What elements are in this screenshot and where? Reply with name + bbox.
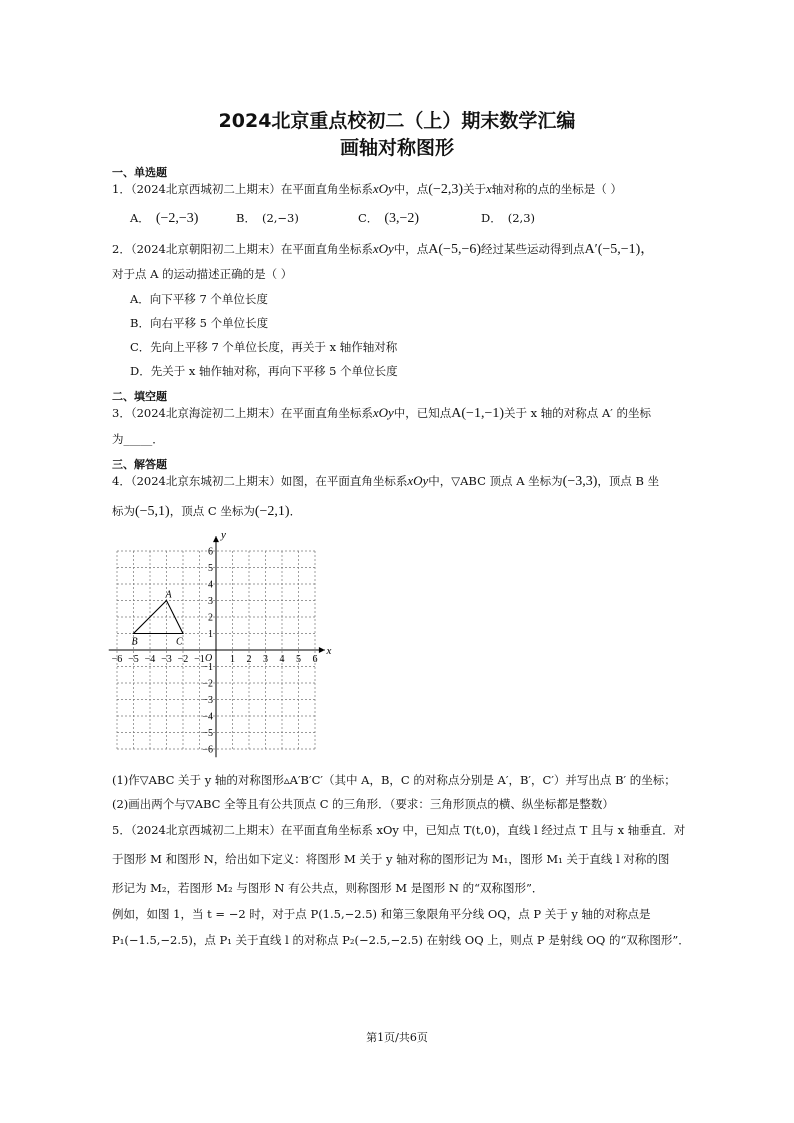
- question-1-axis: x: [486, 181, 492, 196]
- y-tick-label: 1: [208, 629, 213, 640]
- x-tick-label: −6: [111, 654, 123, 665]
- x-axis-arrow-icon: [319, 647, 325, 653]
- coordinate-grid-figure: [108, 526, 340, 766]
- question-2-point-a: A(−5,−6): [428, 242, 482, 257]
- y-tick-label: 5: [208, 563, 213, 574]
- x-tick-label: 6: [312, 654, 318, 665]
- question-1-mid: 中，点: [393, 182, 429, 196]
- origin-label: O: [205, 653, 213, 664]
- question-4-part-2: (2)画出两个与▽ABC 全等且有公共顶点 C 的三角形．（要求：三角形顶点的横、纵坐标都是整数）: [112, 797, 614, 811]
- y-tick-label: 6: [208, 546, 213, 558]
- question-2-point-a-prime: A′(−5,−1)，: [584, 242, 655, 257]
- question-1-suffix2: 轴对称的点的坐标是（ ）: [491, 182, 622, 196]
- q1-option-b: B． (2,−3): [236, 211, 299, 225]
- x-axis-label: x: [326, 645, 332, 657]
- q2-option-d: D．先关于 x 轴作轴对称，再向下平移 5 个单位长度: [130, 364, 398, 378]
- x-tick-label: −4: [144, 654, 156, 665]
- question-5-line1: 5．（2024北京西城初二上期末）在平面直角坐标系 xOy 中，已知点 T(t,0)，直线 l 经过点 T 且与 x 轴垂直．对: [112, 823, 686, 837]
- x-tick-label: −2: [177, 654, 189, 665]
- x-tick-label: 5: [296, 654, 301, 665]
- q2-option-b: B．向右平移 5 个单位长度: [130, 316, 269, 330]
- question-5-line5: P₁(−1.5,−2.5)，点 P₁ 关于直线 l 的对称点 P₂(−2.5,−2.5) 在射线 OQ 上，则点 P 是射线 OQ 的“双称图形”．: [112, 933, 690, 947]
- y-axis-arrow-icon: [213, 536, 219, 542]
- y-tick-label: 2: [208, 612, 213, 624]
- x-tick-label: −1: [194, 654, 205, 665]
- x-tick-label: −5: [128, 654, 139, 665]
- q1-option-d: D． (2,3): [481, 211, 535, 225]
- question-2-line2: 对于点 A 的运动描述正确的是（ ）: [112, 267, 293, 281]
- section-heading-fill-in: 二、填空题: [112, 390, 167, 403]
- vertex-c-label: C: [176, 636, 183, 648]
- y-tick-label: −6: [202, 744, 213, 756]
- question-1-suffix1: 关于: [463, 182, 487, 196]
- question-4-part-1: (1)作▽ABC 关于 y 轴的对称图形▵A′B′C′（其中 A，B，C 的对称点分别是 A′，B′，C′）并写出点 B′ 的坐标；: [112, 773, 676, 787]
- question-2: 2．（2024北京朝阳初二上期末）在平面直角坐标系xOy中，点A(−5,−6)经过某些运动得到点A′(−5,−1)，: [112, 241, 655, 257]
- question-5-line4: 例如，如图 1，当 t = −2 时，对于点 P(1.5,−2.5) 和第三象限角平分线 OQ，点 P 关于 y 轴的对称点是: [112, 907, 651, 921]
- y-axis-label: y: [221, 529, 226, 542]
- question-1: [112, 181, 622, 198]
- question-4-point-c: (−2,1): [254, 504, 290, 519]
- x-tick-label: −3: [161, 654, 172, 665]
- y-tick-label: −2: [202, 678, 213, 690]
- question-4-point-b: (−5,1): [135, 504, 170, 519]
- question-4-point-a: (−3,3): [562, 474, 598, 489]
- y-tick-label: −3: [202, 695, 213, 706]
- vertex-b-label: B: [131, 636, 138, 648]
- section-heading-answer: 三、解答题: [112, 458, 167, 471]
- y-tick-label: −4: [202, 711, 213, 723]
- page-subtitle: 画轴对称图形: [339, 137, 454, 159]
- q1-option-c: C． (3,−2): [358, 211, 420, 226]
- y-tick-label: 3: [208, 596, 213, 607]
- y-tick-label: −1: [202, 662, 213, 673]
- q2-option-c: C．先向上平移 7 个单位长度，再关于 x 轴作轴对称: [130, 340, 398, 354]
- y-tick-label: 4: [208, 579, 213, 591]
- x-tick-label: 4: [279, 654, 285, 665]
- question-3-point: A(−1,−1): [451, 406, 505, 421]
- question-1-coord-system: xOy: [372, 181, 394, 196]
- y-tick-label: −5: [202, 728, 213, 739]
- x-tick-label: 3: [263, 654, 268, 665]
- question-5-line2: 于图形 M 和图形 N，给出如下定义：将图形 M 关于 y 轴对称的图形记为 M₁，图形 M₁ 关于直线 l 对称的图: [112, 852, 670, 866]
- x-tick-label: 2: [246, 654, 252, 665]
- vertex-a-label: A: [165, 589, 172, 601]
- question-5-line3: 形记为 M₂，若图形 M₂ 与图形 N 有公共点，则称图形 M 是图形 N 的“双称图形”．: [112, 881, 544, 895]
- question-1-prefix: 1．（2024北京西城初二上期末）在平面直角坐标系: [112, 182, 373, 196]
- question-4-line2: 标为(−5,1)，顶点 C 坐标为(−2,1)．: [112, 504, 302, 519]
- section-heading-single-choice: 一、单选题: [112, 166, 167, 179]
- q1-option-a: A． (−2,−3): [130, 211, 199, 226]
- question-1-point: (−2,3): [428, 182, 464, 197]
- q2-option-a: A．向下平移 7 个单位长度: [130, 292, 268, 306]
- page-footer: 第1页/共6页: [366, 1031, 428, 1044]
- question-3-line2: 为_____．: [112, 432, 164, 446]
- question-4: 4．（2024北京东城初二上期末）如图，在平面直角坐标系xOy中，▽ABC 顶点 A 坐标为(−3,3)，顶点 B 坐: [112, 473, 660, 489]
- x-tick-label: 1: [230, 654, 235, 665]
- question-3: 3．（2024北京海淀初二上期末）在平面直角坐标系xOy中，已知点A(−1,−1)关于 x 轴的对称点 A′ 的坐标: [112, 405, 652, 421]
- page-title: 2024北京重点校初二（上）期末数学汇编: [218, 110, 576, 132]
